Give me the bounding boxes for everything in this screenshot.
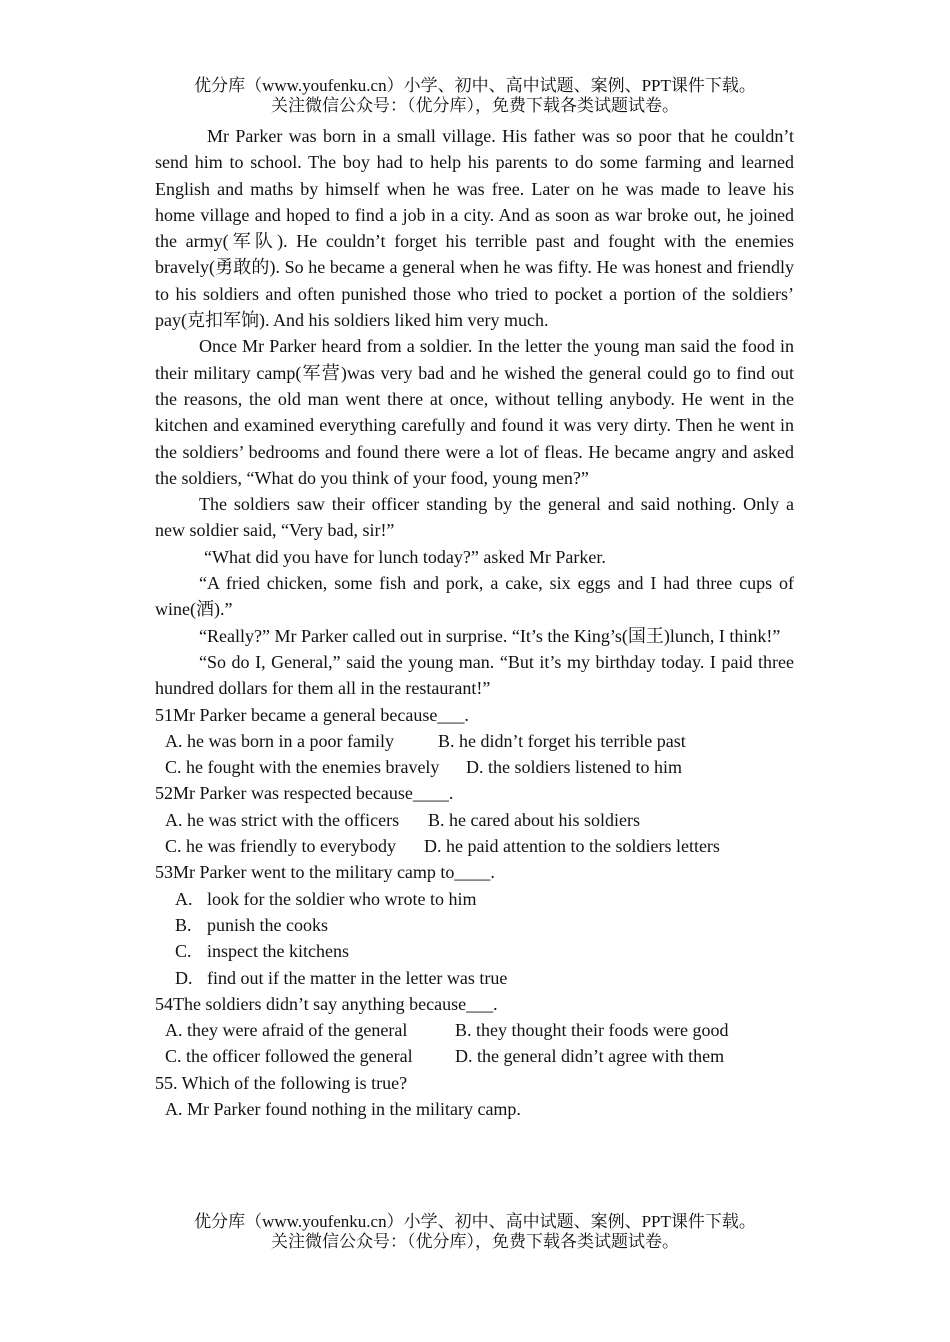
question-52-option-d: D. he paid attention to the soldiers letters [424,836,720,857]
passage-paragraph-1: Mr Parker was born in a small village. His father was so poor that he couldn’t send him to school. The boy had to help his parents to do some farming and learned English and maths by himself when he was free. Later on he was made to leave his home village and hoped to find a job in a city. And as soon as war broke out, he joined the army(军队). He couldn’t forget his terrible past and fought with the enemies bravely(勇敢的). So he became a general when he was fifty. He was honest and friendly to his soldiers and often punished those who tried to pocket a portion of the soldiers’ pay(克扣军饷). And his soldiers liked him very much. [155,126,794,331]
question-51-option-c: C. he fought with the enemies bravely [165,757,440,778]
option-letter: B. [175,914,192,935]
question-53-stem: 53Mr Parker went to the military camp to____. [155,862,495,883]
passage-paragraph-3: The soldiers saw their officer standing by the general and said nothing. Only a new soldier said, “Very bad, sir!” [155,494,794,541]
header-line-2: 关注微信公众号：（优分库），免费下载各类试题试卷。 [271,96,679,115]
passage-paragraph-6: “Really?” Mr Parker called out in surprise. “It’s the King’s(国王)lunch, I think!” [199,625,781,646]
option-letter: A. [175,888,193,909]
question-52-option-b: B. he cared about his soldiers [428,809,640,830]
question-52-stem: 52Mr Parker was respected because____. [155,783,454,804]
page-footer [0,1212,950,1252]
question-53-option-b [155,912,794,938]
question-54-option-d: D. the general didn’t agree with them [455,1046,725,1067]
question-51-stem: 51Mr Parker became a general because___. [155,704,469,725]
footer-line-1: 优分库（www.youfenku.cn）小学、初中、高中试题、案例、PPT课件下载。 [194,1212,756,1231]
passage-paragraph-5: “A fried chicken, some fish and pork, a cake, six eggs and I had three cups of wine(酒).” [155,573,794,620]
question-54-options-row-2 [155,1043,794,1069]
question-54-option-b: B. they thought their foods were good [455,1020,729,1041]
question-54-stem: 54The soldiers didn’t say anything because___. [155,993,498,1014]
option-letter: C. [175,941,192,962]
question-54-options-row-1 [155,1017,794,1043]
question-52-option-c: C. he was friendly to everybody [165,836,396,857]
question-53-option-c [155,938,794,964]
question-52-options-row-1 [155,807,794,833]
question-51-options-row-2 [155,754,794,780]
question-54-option-c: C. the officer followed the general [165,1046,413,1067]
passage-paragraph-4: “What did you have for lunch today?” asked Mr Parker. [204,546,606,567]
question-52-options-row-2 [155,833,794,859]
passage-paragraph-7: “So do I, General,” said the young man. “But it’s my birthday today. I paid three hundred dollars for them all in the restaurant!” [155,651,794,699]
page-content [155,123,794,1122]
question-54-option-a: A. they were afraid of the general [165,1020,408,1041]
question-51-option-b: B. he didn’t forget his terrible past [438,730,686,751]
question-55-stem: 55. Which of the following is true? [155,1072,408,1093]
option-letter: D. [175,967,193,988]
option-text: inspect the kitchens [207,941,349,962]
question-51-option-d: D. the soldiers listened to him [466,757,682,778]
option-text: punish the cooks [207,914,328,935]
question-51-option-a: A. he was born in a poor family [165,730,394,751]
question-51-options-row-1 [155,728,794,754]
question-53-option-a [155,886,794,912]
question-53-option-d [155,965,794,991]
passage-paragraph-2: Once Mr Parker heard from a soldier. In the letter the young man said the food in their military camp(军营)was very bad and he wished the general could go to find out the reasons, the old man went there at once, without telling anybody. He went in the kitchen and examined everything carefully and found it was very dirty. Then he went in the soldiers’ bedrooms and found there were a lot of fleas. He became angry and asked the soldiers, “What do you think of your food, young men?” [155,336,794,488]
question-52-option-a: A. he was strict with the officers [165,809,400,830]
option-text: find out if the matter in the letter was true [207,967,508,988]
option-text: look for the soldier who wrote to him [207,888,477,909]
footer-line-2: 关注微信公众号：（优分库），免费下载各类试题试卷。 [271,1232,679,1251]
page-header [0,76,950,116]
question-55-option-a: A. Mr Parker found nothing in the military camp. [165,1098,521,1119]
header-line-1: 优分库（www.youfenku.cn）小学、初中、高中试题、案例、PPT课件下载。 [194,76,756,95]
